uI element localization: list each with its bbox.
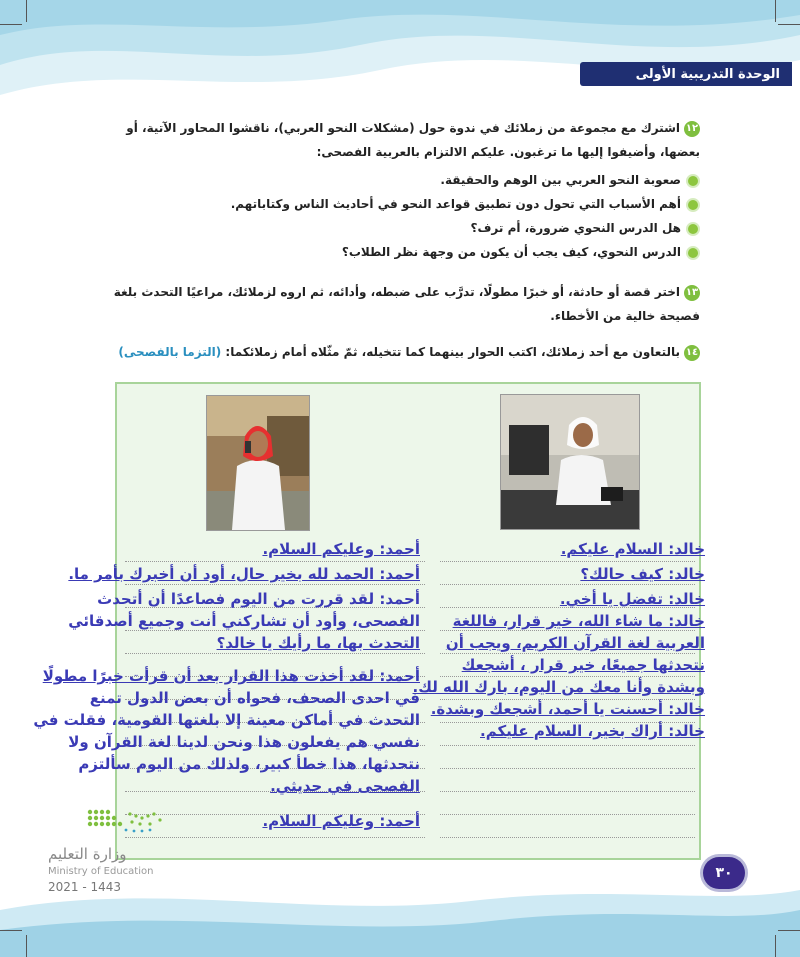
- q13-line1: اختر قصة أو حادثة، أو خبرًا مطولًا، تدرَّب على ضبطه، وأدائه، ثم اروه لزملائك، مراعيًا التحدث بلغة: [113, 285, 680, 299]
- dotted-line: [440, 744, 695, 746]
- crop-mark: [26, 0, 27, 22]
- crop-mark: [26, 935, 27, 957]
- crop-mark: [778, 24, 800, 25]
- q12-bullet-text: أهم الأسباب التي تحول دون تطبيق قواعد النحو في أحاديث الناس وكتاباتهم.: [230, 197, 681, 211]
- q13-number: ١٣: [684, 285, 700, 301]
- ahmad-line: في احدى الصحف، فحواه أن بعض الدول تمنع: [89, 689, 420, 707]
- q13-text: [100, 280, 700, 328]
- ahmad-line: أحمد: الحمد لله بخير حال، أود أن أخبرك بأمر ما.: [68, 565, 420, 583]
- q13-line2: فصيحة خالية من الأخطاء.: [550, 309, 700, 323]
- khalid-line: خالد: السلام عليكم.: [560, 540, 705, 558]
- dotted-line: [125, 652, 425, 654]
- crop-mark: [0, 930, 22, 931]
- q12-bullet-text: هل الدرس النحوي ضرورة، أم ترف؟: [470, 221, 681, 235]
- q14-instruction: بالتعاون مع أحد زملائك، اكتب الحوار بينهما كما تتخيله، ثمّ مثّلاه أمام زملائكما:: [225, 345, 680, 359]
- khalid-line: خالد: تفضل يا أخي.: [559, 590, 705, 608]
- edition-year: 2021 - 1443: [48, 880, 122, 894]
- ahmad-photo: [206, 395, 310, 531]
- q12-bullet: [100, 240, 700, 264]
- dotted-line: [125, 583, 425, 585]
- q12-intro-line2: بعضها، وأضيفوا إليها ما ترغبون. عليكم الالتزام بالعربية الفصحى:: [316, 145, 700, 159]
- dotted-line: [440, 652, 695, 654]
- q12-bullet-text: الدرس النحوي، كيف يجب أن يكون من وجهة نظر الطلاب؟: [341, 245, 681, 259]
- ahmad-line: أحمد: وعليكم السلام.: [262, 540, 420, 558]
- khalid-photo: [500, 394, 640, 530]
- bullet-icon: [686, 174, 700, 188]
- khalid-line: خالد: كيف حالك؟: [580, 565, 705, 583]
- ministry-name-en: Ministry of Education: [48, 866, 154, 877]
- page-number: ٣٠: [703, 857, 745, 889]
- khalid-line: خالد: أحسنت يا أحمد، أشجعك وبشدة.: [430, 700, 705, 718]
- ahmad-line: الفصحى في حديثي.: [270, 777, 420, 795]
- unit-title-bar: [580, 62, 792, 86]
- dotted-line: [440, 836, 695, 838]
- q14-text: [100, 340, 700, 364]
- bullet-icon: [686, 222, 700, 236]
- q14-number: ١٤: [684, 345, 700, 361]
- dotted-line: [440, 560, 695, 562]
- ahmad-line: التحدث بها، ما رأيك يا خالد؟: [216, 634, 420, 652]
- crop-mark: [775, 935, 776, 957]
- dotted-line: [440, 790, 695, 792]
- ahmad-line: الفصحى، وأود أن تشاركني أنت وجميع أصدقائي: [68, 612, 420, 630]
- ahmad-line: أحمد: وعليكم السلام.: [262, 812, 420, 830]
- ahmad-line: التحدث في أماكن معينة إلا بلغتها القومية، فقلت في: [33, 711, 420, 729]
- bullet-icon: [686, 246, 700, 260]
- q12-bullet: [100, 192, 700, 216]
- ahmad-line: نفسي هم يفعلون هذا ونحن لدينا لغة القرآن ولا: [68, 733, 420, 751]
- khalid-line: وبشدة وأنا معك من اليوم، بارك الله لك.: [412, 678, 705, 696]
- unit-title: الوحدة التدريبية الأولى: [635, 66, 780, 82]
- dotted-line: [440, 583, 695, 585]
- q12-intro-line1: اشترك مع مجموعة من زملائك في ندوة حول (مشكلات النحو العربي)، ناقشوا المحاور الآتية، أو: [126, 121, 680, 135]
- ministry-logo-icon: [80, 804, 180, 838]
- dotted-line: [440, 675, 695, 677]
- q12-intro: [100, 116, 700, 164]
- dotted-line: [440, 813, 695, 815]
- khalid-line: نتحدثها جميعًا، خير قرار ، أشجعك: [461, 656, 705, 674]
- q12-number: ١٢: [684, 121, 700, 137]
- crop-mark: [0, 24, 22, 25]
- ahmad-line: نتحدثها، هذا خطأ كبير، ولذلك من اليوم سألتزم: [78, 755, 420, 773]
- crop-mark: [775, 0, 776, 22]
- ahmad-line: أحمد: لقد أخذت هذا القرار بعد أن قرأت خبرًا مطولًا: [42, 667, 420, 685]
- khalid-line: خالد: ما شاء الله، خير قرار، فاللغة: [452, 612, 705, 630]
- q14-hint: (التزما بالفصحى): [118, 345, 222, 359]
- khalid-line: العربية لغة القرآن الكريم، ويجب أن: [445, 634, 705, 652]
- q12-bullet: [100, 168, 700, 192]
- khalid-line: خالد: أراك بخير، السلام عليكم.: [480, 722, 705, 740]
- ahmad-line: أحمد: لقد قررت من اليوم فصاعدًا أن أتحدث: [97, 590, 420, 608]
- dotted-line: [125, 560, 425, 562]
- q12-bullet: [100, 216, 700, 240]
- crop-mark: [778, 930, 800, 931]
- bullet-icon: [686, 198, 700, 212]
- q12-bullet-text: صعوبة النحو العربي بين الوهم والحقيقة.: [440, 173, 681, 187]
- ministry-name-ar: وزارة التعليم: [48, 845, 127, 863]
- dotted-line: [440, 767, 695, 769]
